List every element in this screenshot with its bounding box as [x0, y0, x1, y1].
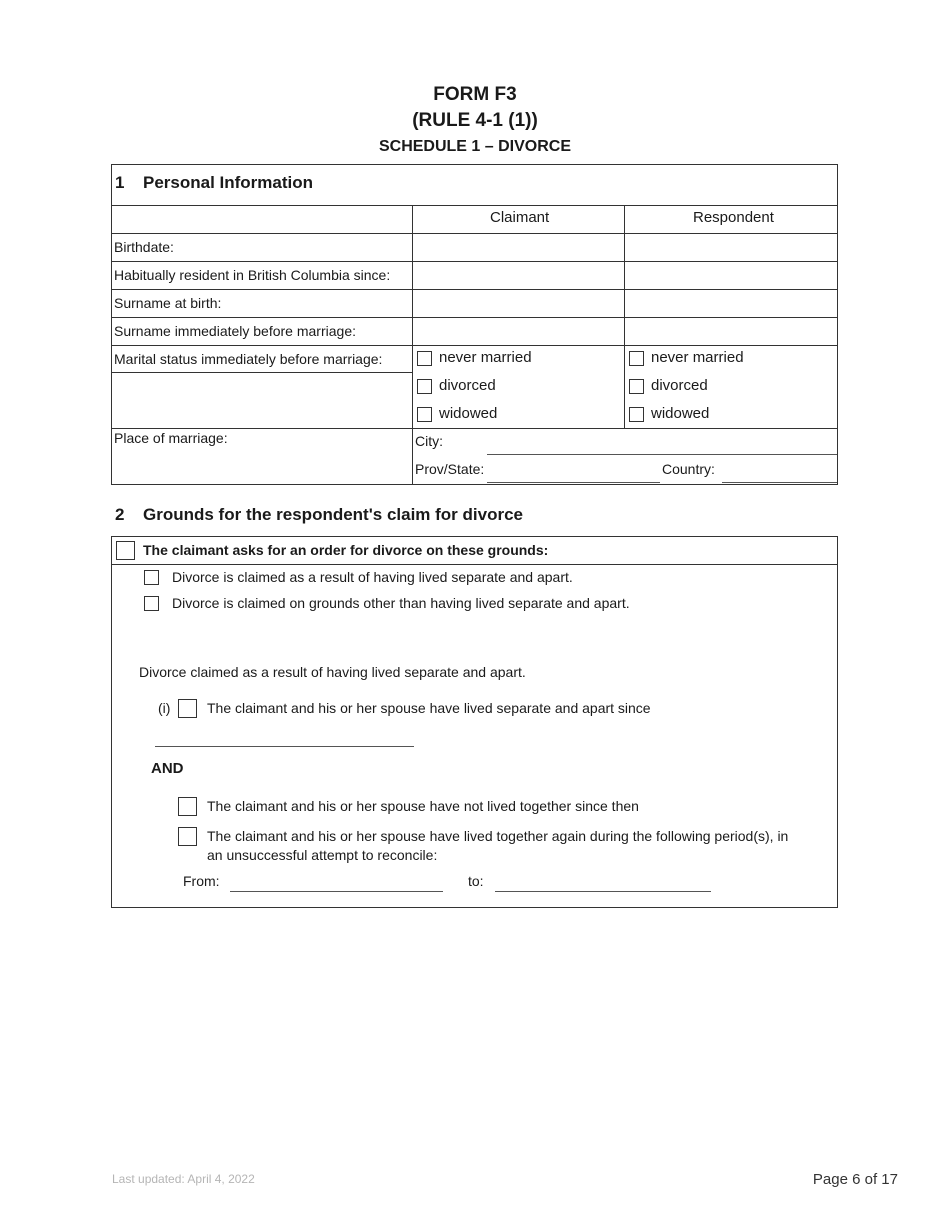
- divider: [111, 205, 838, 206]
- col-claimant: Claimant: [490, 209, 550, 226]
- together-again-label-line1: The claimant and his or her spouse have lived together again during the following period(s), in: [207, 828, 789, 844]
- not-together-label: The claimant and his or her spouse have not lived together since then: [207, 798, 639, 814]
- label-surname-before: Surname immediately before marriage:: [114, 323, 356, 339]
- together-again-label-line2: an unsuccessful attempt to reconcile:: [207, 847, 438, 863]
- respondent-resident-field[interactable]: [625, 262, 837, 289]
- together-again-checkbox[interactable]: [178, 827, 197, 846]
- section2-number: 2: [115, 505, 125, 524]
- lived-separate-since-checkbox[interactable]: [178, 699, 197, 718]
- city-input-line[interactable]: [487, 454, 837, 455]
- from-date-line[interactable]: [230, 891, 443, 892]
- not-together-checkbox[interactable]: [178, 797, 197, 816]
- label-resident: Habitually resident in British Columbia since:: [114, 267, 391, 283]
- claimant-surname-before-field[interactable]: [413, 318, 624, 345]
- col-respondent: Respondent: [693, 209, 774, 226]
- form-title: FORM F3: [433, 84, 517, 105]
- claimant-never-married-label: never married: [439, 349, 532, 366]
- section2-title: Grounds for the respondent's claim for divorce: [143, 505, 523, 524]
- respondent-surname-birth-field[interactable]: [625, 290, 837, 317]
- page-number: Page 6 of 17: [812, 1171, 898, 1188]
- section1-number: 1: [115, 173, 125, 192]
- separate-apart-checkbox[interactable]: [144, 570, 159, 585]
- claimant-resident-field[interactable]: [413, 262, 624, 289]
- label-place: Place of marriage:: [114, 430, 228, 446]
- grounds-header-text: The claimant asks for an order for divorce on these grounds:: [143, 542, 549, 558]
- respondent-surname-before-field[interactable]: [625, 318, 837, 345]
- claimant-divorced-checkbox[interactable]: [417, 379, 432, 394]
- claimant-surname-birth-field[interactable]: [413, 290, 624, 317]
- lived-separate-since-label: The claimant and his or her spouse have lived separate and apart since: [207, 700, 651, 716]
- country-label: Country:: [662, 461, 715, 477]
- respondent-divorced-label: divorced: [651, 377, 708, 394]
- divider: [111, 372, 412, 373]
- respondent-widowed-label: widowed: [651, 405, 710, 422]
- label-marital: Marital status immediately before marriage:: [114, 351, 383, 367]
- divider: [111, 564, 838, 565]
- from-label: From:: [183, 873, 220, 889]
- city-label: City:: [415, 433, 443, 449]
- grounds-header-checkbox[interactable]: [116, 541, 135, 560]
- respondent-widowed-checkbox[interactable]: [629, 407, 644, 422]
- claimant-never-married-checkbox[interactable]: [417, 351, 432, 366]
- respondent-birthdate-field[interactable]: [625, 234, 837, 261]
- section1-title: Personal Information: [143, 173, 314, 192]
- prov-input-line[interactable]: [487, 482, 660, 483]
- and-label: AND: [151, 760, 184, 777]
- divider: [111, 428, 838, 429]
- claimant-widowed-checkbox[interactable]: [417, 407, 432, 422]
- form-schedule: SCHEDULE 1 – DIVORCE: [378, 138, 572, 155]
- country-input-line[interactable]: [722, 482, 837, 483]
- other-grounds-checkbox[interactable]: [144, 596, 159, 611]
- separate-since-date-line[interactable]: [155, 746, 414, 747]
- other-grounds-label: Divorce is claimed on grounds other than having lived separate and apart.: [172, 595, 630, 611]
- respondent-never-married-label: never married: [651, 349, 744, 366]
- prov-label: Prov/State:: [415, 461, 485, 477]
- claimant-birthdate-field[interactable]: [413, 234, 624, 261]
- last-updated: Last updated: April 4, 2022: [112, 1172, 255, 1186]
- claimant-divorced-label: divorced: [439, 377, 496, 394]
- item-i-label: (i): [158, 700, 171, 716]
- separate-apart-label: Divorce is claimed as a result of having lived separate and apart.: [172, 569, 573, 585]
- label-birthdate: Birthdate:: [114, 239, 174, 255]
- divider: [111, 345, 838, 346]
- to-label: to:: [468, 873, 484, 889]
- subhead-separate: Divorce claimed as a result of having lived separate and apart.: [139, 664, 526, 680]
- to-date-line[interactable]: [495, 891, 711, 892]
- respondent-divorced-checkbox[interactable]: [629, 379, 644, 394]
- claimant-widowed-label: widowed: [439, 405, 498, 422]
- respondent-never-married-checkbox[interactable]: [629, 351, 644, 366]
- form-rule: (RULE 4-1 (1)): [412, 110, 538, 131]
- label-surname-birth: Surname at birth:: [114, 295, 222, 311]
